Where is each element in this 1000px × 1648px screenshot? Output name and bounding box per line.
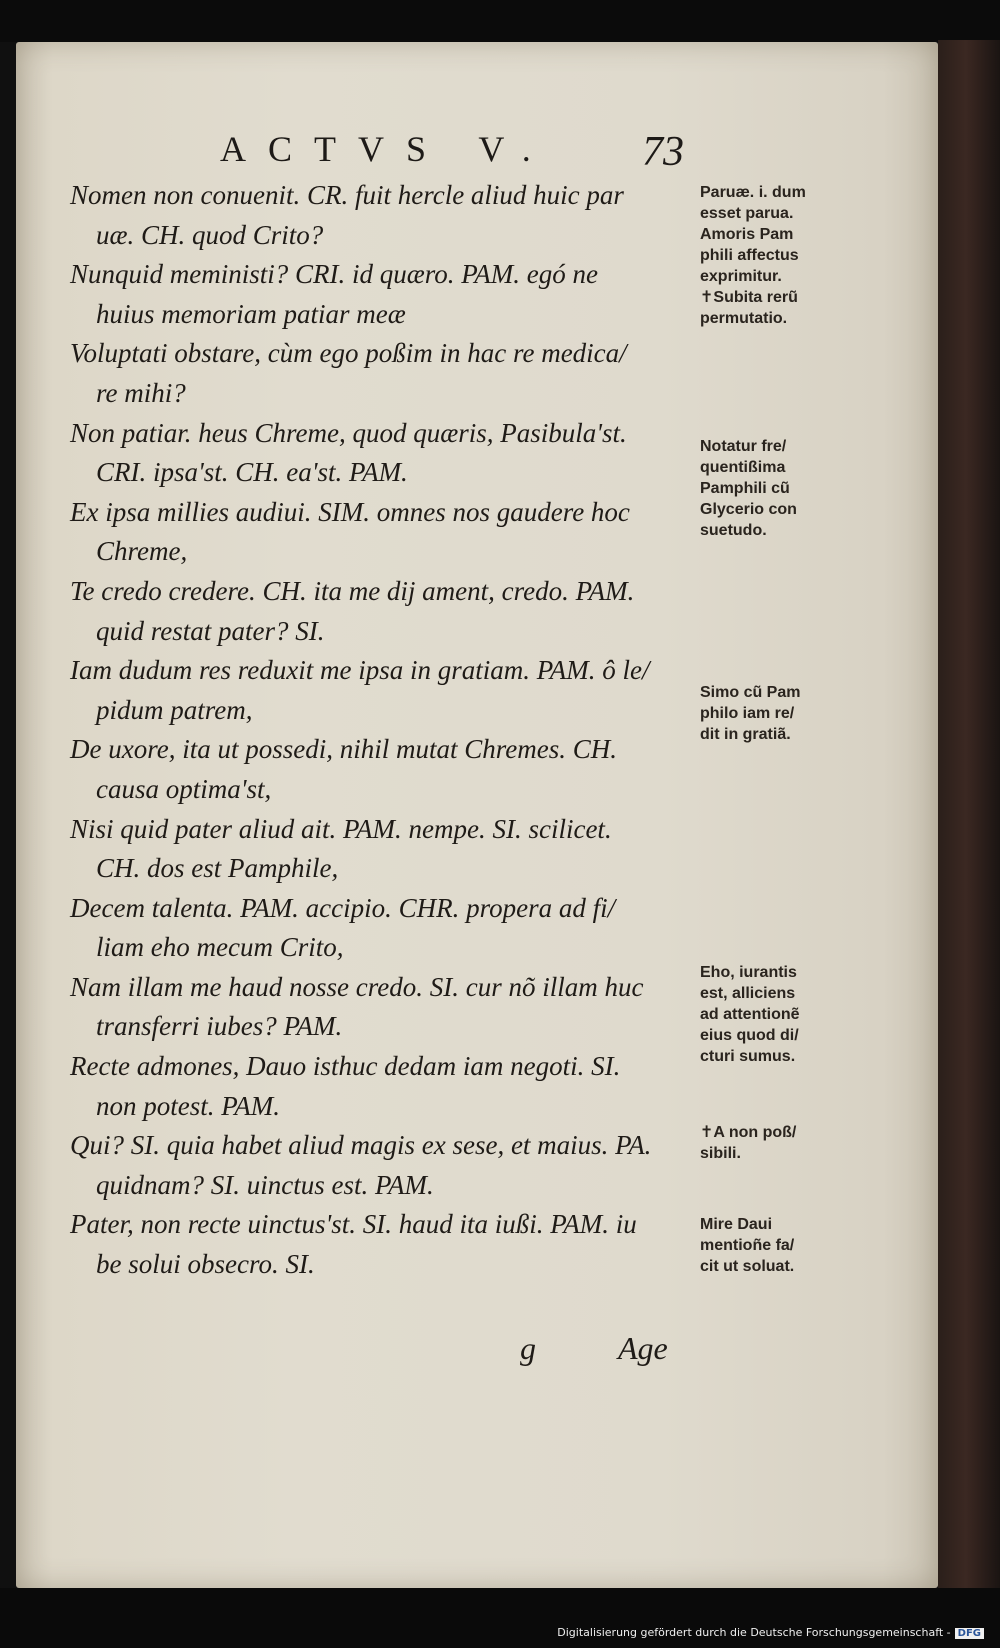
note-line: phili affectus [700, 247, 799, 264]
note-line: permutatio. [700, 310, 788, 327]
scan-bottom-border [0, 1588, 1000, 1648]
scan-top-border [0, 0, 1000, 42]
verse [70, 334, 688, 413]
verse [70, 810, 688, 889]
page-number: 73 [642, 129, 684, 175]
note-line: cturi sumus. [700, 1048, 796, 1065]
verse [70, 730, 688, 809]
note-line: sibili. [700, 1145, 741, 1162]
note-line: est, alliciens [700, 985, 796, 1002]
verse [70, 1126, 688, 1205]
verse-line: Nunquid meministi? CRI. id quæro. PAM. egó ne [70, 259, 598, 290]
verse-continuation: be solui obsecro. SI. [96, 1249, 315, 1280]
marginal-note [700, 1122, 856, 1164]
verse-continuation: CH. dos est Pamphile, [96, 853, 339, 884]
note-line: Eho, iurantis [700, 964, 797, 981]
note-line: Glycerio con [700, 501, 797, 518]
verse-continuation: uæ. CH. quod Crito? [96, 219, 324, 250]
verse-line: Te credo credere. CH. ita me dij ament, credo. PAM. [70, 575, 635, 606]
verse-line: De uxore, ita ut possedi, nihil mutat Chremes. CH. [70, 734, 617, 765]
note-line: Pamphili cũ [700, 480, 790, 497]
verse-line: Voluptati obstare, cùm ego poßim in hac re medica/ [70, 338, 627, 369]
note-line: philo iam re/ [700, 705, 795, 722]
marginal-note [700, 182, 856, 329]
verse-continuation: huius memoriam patiar meæ [96, 298, 406, 329]
note-line: eius quod di/ [700, 1027, 799, 1044]
verse [70, 176, 688, 255]
verse-line: Pater, non recte uinctus'st. SI. haud ita iußi. PAM. iu [70, 1209, 637, 1240]
note-line: ✝Subita rerũ [700, 289, 798, 306]
verse [70, 255, 688, 334]
marginal-note [700, 962, 856, 1067]
verse-continuation: pidum patrem, [96, 694, 253, 725]
note-line: ✝A non poß/ [700, 1124, 797, 1141]
dfg-logo: DFG [955, 1628, 984, 1639]
note-line: Mire Daui [700, 1216, 773, 1233]
verse-continuation: CRI. ipsa'st. CH. ea'st. PAM. [96, 457, 408, 488]
digitization-credit [557, 1626, 984, 1639]
verse [70, 651, 688, 730]
verse-line: Non patiar. heus Chreme, quod quæris, Pasibula'st. [70, 417, 627, 448]
note-line: suetudo. [700, 522, 767, 539]
verse-line: Nisi quid pater aliud ait. PAM. nempe. SI. scilicet. [70, 813, 612, 844]
running-head: ACTVS V. [220, 129, 553, 169]
verse-line: Iam dudum res reduxit me ipsa in gratiam. PAM. ô le/ [70, 655, 650, 686]
verse [70, 1205, 688, 1284]
verse [70, 968, 688, 1047]
verse-line: Nomen non conuenit. CR. fuit hercle aliud huic par [70, 180, 624, 210]
verse-continuation: causa optima'st, [96, 773, 272, 804]
note-line: ad attentionẽ [700, 1006, 800, 1023]
verse [70, 889, 688, 968]
catchword: Age [618, 1330, 668, 1366]
verse-line: Qui? SI. quia habet aliud magis ex sese, et maius. PA. [70, 1130, 652, 1161]
verse-line: Decem talenta. PAM. accipio. CHR. propera ad fi/ [70, 892, 616, 923]
verse-line: Ex ipsa millies audiui. SIM. omnes nos gaudere hoc [70, 496, 630, 527]
verse-continuation: Chreme, [96, 536, 188, 567]
note-line: Notatur fre/ [700, 438, 787, 455]
book-edge [938, 40, 1000, 1592]
catchword-line [520, 1330, 668, 1367]
note-line: Paruæ. i. dum [700, 184, 806, 201]
note-line: cit ut soluat. [700, 1258, 795, 1275]
main-text [70, 176, 688, 1285]
verse [70, 493, 688, 572]
verse-continuation: non potest. PAM. [96, 1090, 280, 1121]
note-line: dit in gratiã. [700, 726, 791, 743]
verse-continuation: re mihi? [96, 377, 186, 408]
verse-continuation: quid restat pater? SI. [96, 615, 325, 646]
verse-line: Recte admones, Dauo isthuc dedam iam negoti. SI. [70, 1051, 621, 1082]
marginal-note [700, 1214, 856, 1277]
verse-continuation: quidnam? SI. uinctus est. PAM. [96, 1169, 434, 1200]
credit-text: Digitalisierung gefördert durch die Deutsche Forschungsgemeinschaft - [557, 1626, 951, 1639]
note-line: mentioñe fa/ [700, 1237, 795, 1254]
verse [70, 1047, 688, 1126]
verse [70, 572, 688, 651]
verse-continuation: liam eho mecum Crito, [96, 932, 344, 963]
signature-mark: g [520, 1330, 536, 1366]
marginal-note [700, 436, 856, 541]
note-line: Amoris Pam [700, 226, 794, 243]
marginal-note [700, 682, 856, 745]
verse-continuation: transferri iubes? PAM. [96, 1011, 343, 1042]
note-line: quentißima [700, 459, 786, 476]
note-line: Simo cũ Pam [700, 684, 801, 701]
note-line: exprimitur. [700, 268, 782, 285]
verse-line: Nam illam me haud nosse credo. SI. cur nõ illam huc [70, 971, 644, 1002]
note-line: esset parua. [700, 205, 794, 222]
verse [70, 414, 688, 493]
